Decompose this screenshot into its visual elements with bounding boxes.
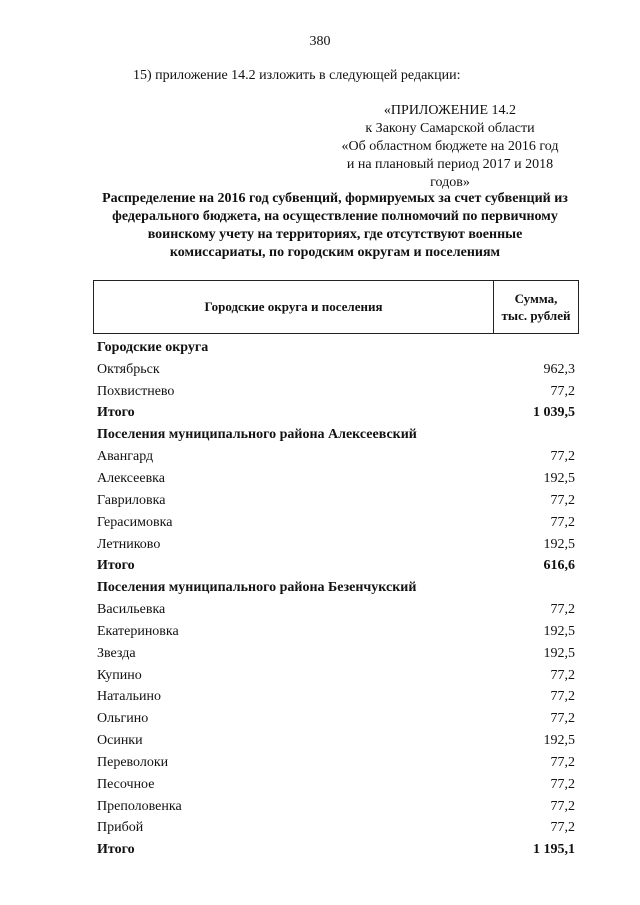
row-name: Октябрьск xyxy=(97,361,160,377)
row-value: 77,2 xyxy=(550,776,575,792)
row-value: 77,2 xyxy=(550,667,575,683)
row-name: Итого xyxy=(97,558,135,574)
section-row xyxy=(93,577,579,599)
row-name: Прибой xyxy=(97,820,144,836)
row-value: 77,2 xyxy=(550,820,575,836)
row-name: Переволоки xyxy=(97,754,169,770)
row-name: Песочное xyxy=(97,776,155,792)
row-value: 77,2 xyxy=(550,602,575,618)
column-header-sum-line-2: тыс. рублей xyxy=(501,308,571,323)
document-heading xyxy=(92,190,578,262)
row-value: 77,2 xyxy=(550,514,575,530)
intro-text: 15) приложение 14.2 изложить в следующей редакции: xyxy=(133,68,461,83)
table-row xyxy=(93,796,579,818)
row-name: Похвистнево xyxy=(97,383,175,399)
subsidy-table xyxy=(93,280,579,861)
row-name: Городские округа xyxy=(97,339,209,355)
appendix-line-3: «Об областном бюджете на 2016 год xyxy=(341,139,559,154)
table-row xyxy=(93,621,579,643)
row-name: Звезда xyxy=(97,645,136,661)
row-name: Васильевка xyxy=(97,602,166,618)
row-name: Итого xyxy=(97,405,135,421)
table-row xyxy=(93,774,579,796)
column-header-name: Городские округа и поселения xyxy=(94,281,494,333)
column-header-sum-line-1: Сумма, xyxy=(514,291,558,306)
row-value: 77,2 xyxy=(550,689,575,705)
row-name: Алексеевка xyxy=(97,470,165,486)
heading-line-2: федерального бюджета, на осуществление полномочий по первичному xyxy=(112,209,558,224)
row-name: Натальино xyxy=(97,689,161,705)
table-row xyxy=(93,599,579,621)
row-value: 192,5 xyxy=(543,536,575,552)
row-value: 192,5 xyxy=(543,645,575,661)
heading-line-1: Распределение на 2016 год субвенций, формируемых за счет субвенций из xyxy=(102,191,568,206)
row-value: 77,2 xyxy=(550,798,575,814)
row-value: 1 039,5 xyxy=(533,405,575,421)
section-row xyxy=(93,424,579,446)
table-row xyxy=(93,818,579,840)
row-name: Гавриловка xyxy=(97,492,166,508)
total-row xyxy=(93,839,579,861)
heading-line-4: комиссариаты, по городским округам и поселениям xyxy=(169,245,501,260)
row-name: Летниково xyxy=(97,536,161,552)
row-name: Поселения муниципального района Безенчукский xyxy=(97,580,417,596)
column-header-sum xyxy=(494,281,578,333)
row-value: 1 195,1 xyxy=(533,842,575,858)
table-row xyxy=(93,643,579,665)
appendix-line-1: «ПРИЛОЖЕНИЕ 14.2 xyxy=(383,103,517,118)
table-row xyxy=(93,359,579,381)
table-header xyxy=(93,280,579,334)
row-name: Авангард xyxy=(97,449,154,465)
row-value: 192,5 xyxy=(543,470,575,486)
appendix-line-2: к Закону Самарской области xyxy=(365,121,535,136)
row-value: 192,5 xyxy=(543,733,575,749)
row-value: 77,2 xyxy=(550,711,575,727)
row-name: Преполовенка xyxy=(97,798,182,814)
appendix-line-4: и на плановый период 2017 и 2018 годов» xyxy=(346,157,554,190)
row-value: 77,2 xyxy=(550,383,575,399)
table-row xyxy=(93,665,579,687)
row-value: 616,6 xyxy=(543,558,575,574)
row-value: 77,2 xyxy=(550,492,575,508)
heading-line-3: воинскому учету на территориях, где отсутствуют военные xyxy=(147,227,523,242)
row-name: Екатериновка xyxy=(97,623,179,639)
table-row xyxy=(93,446,579,468)
row-name: Ольгино xyxy=(97,711,149,727)
table-body xyxy=(93,337,579,861)
row-value: 192,5 xyxy=(543,623,575,639)
table-row xyxy=(93,752,579,774)
table-row xyxy=(93,512,579,534)
total-row xyxy=(93,403,579,425)
row-name: Итого xyxy=(97,842,135,858)
row-name: Купино xyxy=(97,667,142,683)
table-row xyxy=(93,490,579,512)
table-row xyxy=(93,708,579,730)
appendix-reference xyxy=(330,102,570,192)
row-name: Осинки xyxy=(97,733,143,749)
table-row xyxy=(93,534,579,556)
row-name: Герасимовка xyxy=(97,514,173,530)
total-row xyxy=(93,555,579,577)
table-row xyxy=(93,468,579,490)
table-row xyxy=(93,381,579,403)
table-row xyxy=(93,687,579,709)
table-row xyxy=(93,730,579,752)
section-row xyxy=(93,337,579,359)
page-number: 380 xyxy=(309,34,331,49)
row-value: 77,2 xyxy=(550,449,575,465)
row-value: 77,2 xyxy=(550,754,575,770)
row-name: Поселения муниципального района Алексеевский xyxy=(97,427,417,443)
row-value: 962,3 xyxy=(543,361,575,377)
